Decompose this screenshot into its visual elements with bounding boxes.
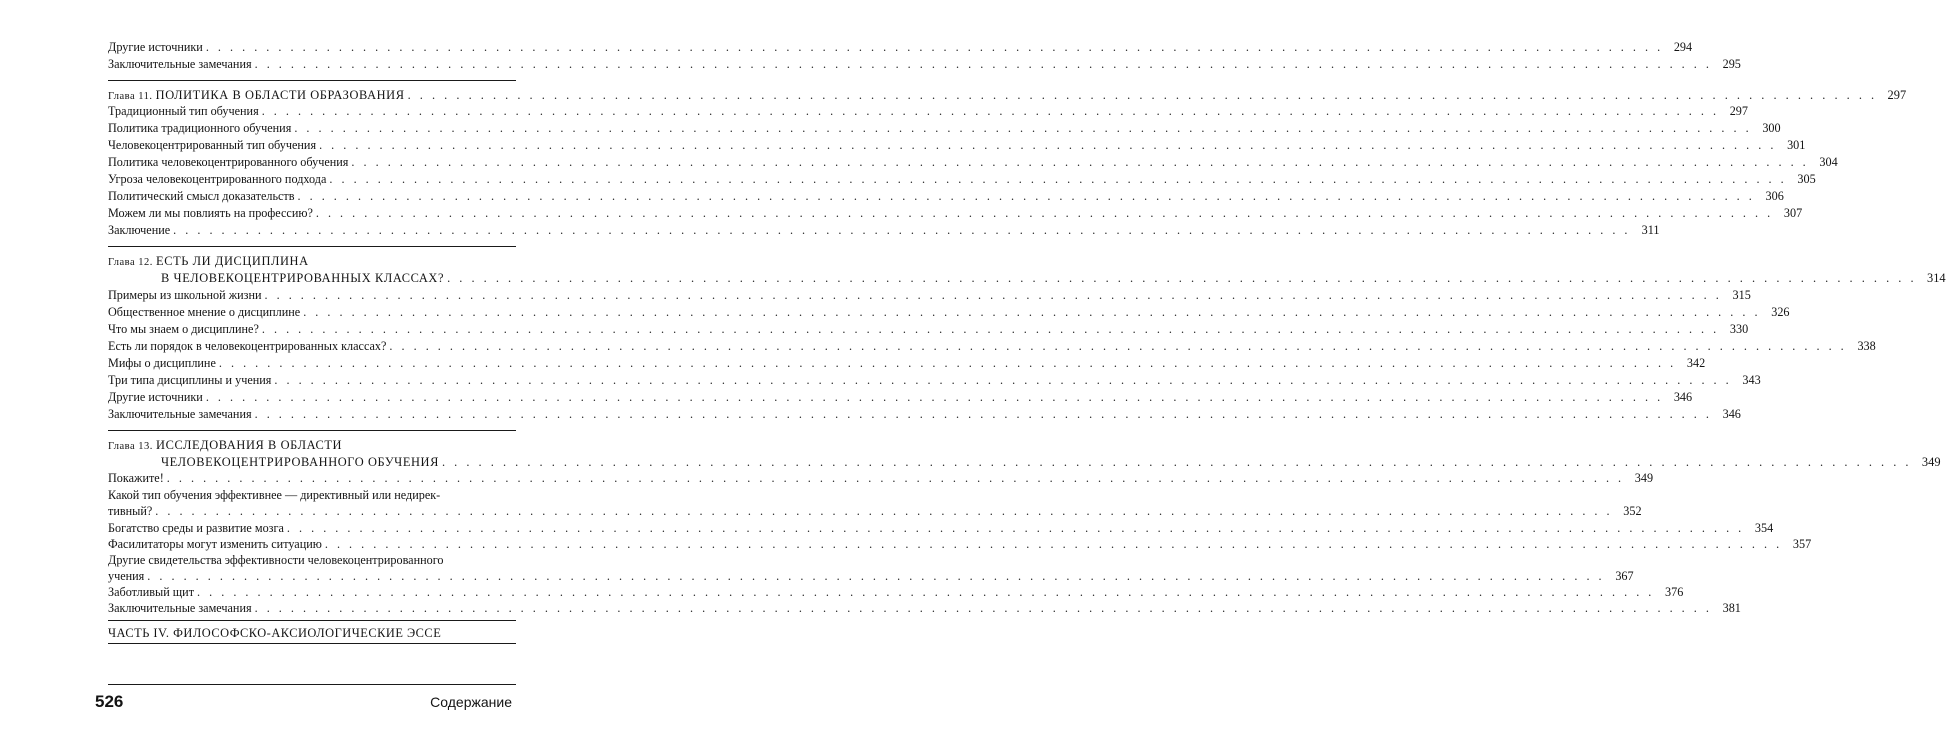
toc-entry: Традиционный тип обучения . . . 297	[108, 103, 515, 120]
chapter-11-heading: Глава 11. ПОЛИТИКА В ОБЛАСТИ ОБРАЗОВАНИЯ . . . 297	[108, 87, 515, 104]
toc-entry: Заключительные замечания . . . 346	[108, 406, 515, 423]
toc-entry-multiline: Какой тип обучения эффективнее — директивный или недирек-	[108, 488, 441, 502]
toc-entry: Заключительные замечания . . . 295	[108, 56, 515, 73]
toc-entry-cont: тивный? . . . 352	[108, 503, 515, 520]
section-divider	[108, 643, 516, 644]
section-divider	[108, 620, 516, 621]
toc-entry: Есть ли порядок в человекоцентрированных классах? . . . 338	[108, 338, 515, 355]
chapter-13-heading-cont: ЧЕЛОВЕКОЦЕНТРИРОВАННОГО ОБУЧЕНИЯ . . . 349	[108, 454, 515, 471]
footer-rule	[108, 684, 516, 685]
chapter-12-heading: Глава 12. ЕСТЬ ЛИ ДИСЦИПЛИНА	[108, 254, 309, 268]
toc-entry: Покажите! . . . 349	[108, 470, 515, 487]
toc-entry: Заключение . . . 311	[108, 222, 515, 239]
toc-entry: Другие источники . . . 294	[108, 39, 515, 56]
leader-dots	[408, 87, 1878, 104]
toc-entry: Политика человекоцентрированного обучения . . . 304	[108, 154, 515, 171]
toc-entry: Мифы о дисциплине . . . 342	[108, 355, 515, 372]
page-number: 526	[95, 692, 124, 711]
chapter-12-heading-cont: В ЧЕЛОВЕКОЦЕНТРИРОВАННЫХ КЛАССАХ? . . . 314	[108, 270, 515, 287]
toc-entry-multiline: Другие свидетельства эффективности человекоцентрированного	[108, 553, 444, 567]
toc-entry-cont: учения . . . 367	[108, 568, 515, 585]
hidden-spacer	[108, 556, 515, 573]
toc-entry: Можем ли мы повлиять на профессию? . . . 307	[108, 205, 515, 222]
toc-entry: Другие источники . . . 346	[108, 389, 515, 406]
toc-entry: Угроза человекоцентрированного подхода . . . 305	[108, 171, 515, 188]
toc-entry: Общественное мнение о дисциплине . . . 326	[108, 304, 515, 321]
toc-entry: Три типа дисциплины и учения . . . 343	[108, 372, 515, 389]
toc-entry: Заботливый щит . . . 376	[108, 584, 515, 601]
running-footer-title: Содержание	[430, 694, 512, 710]
toc-entry: Заключительные замечания . . . 381	[108, 600, 515, 617]
toc-entry: Богатство среды и развитие мозга . . . 354	[108, 520, 515, 537]
toc-entry: Фасилитаторы могут изменить ситуацию . . . 357	[108, 536, 515, 553]
part-4-title: ЧАСТЬ IV. ФИЛОСОФСКО-АКСИОЛОГИЧЕСКИЕ ЭССЕ	[108, 626, 442, 640]
toc-entry: Политика традиционного обучения . . . 300	[108, 120, 515, 137]
toc-entry: Политический смысл доказательств . . . 306	[108, 188, 515, 205]
toc-entry: Что мы знаем о дисциплине? . . . 330	[108, 321, 515, 338]
toc-entry: Человекоцентрированный тип обучения . . . 301	[108, 137, 515, 154]
chapter-13-heading: Глава 13. ИССЛЕДОВАНИЯ В ОБЛАСТИ	[108, 438, 343, 452]
toc-entry: Примеры из школьной жизни . . . 315	[108, 287, 515, 304]
